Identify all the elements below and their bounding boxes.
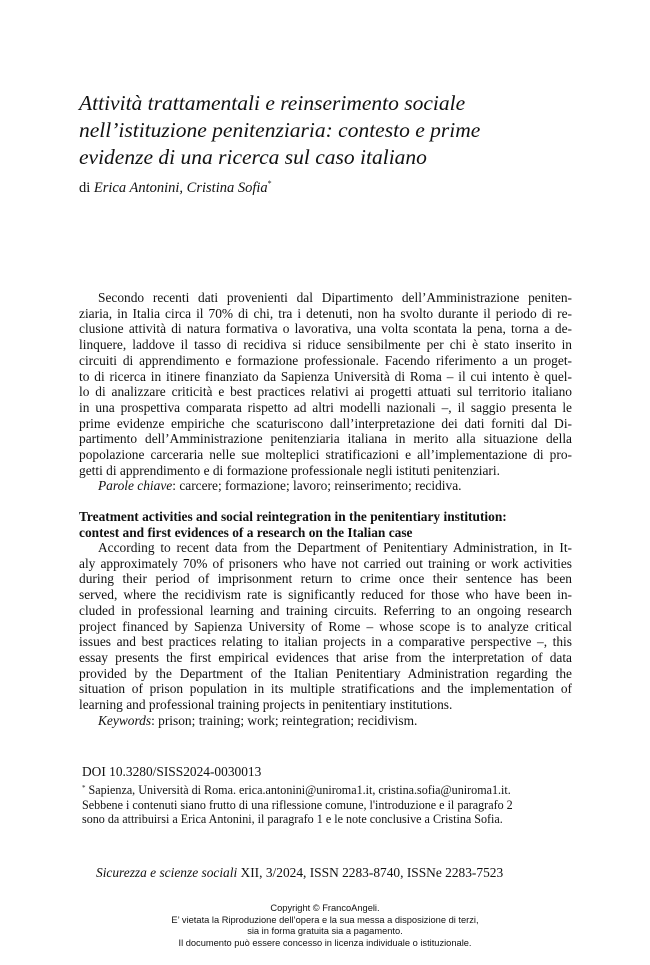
english-title-line: Treatment activities and social reintegration in the penitentiary institution: <box>79 509 507 524</box>
abstract-line: situation of prison population in its multiple stratifications and the implementation of <box>79 681 572 697</box>
abstract-line: ziaria, in Italia circa il 70% di chi, tra i detenuti, non ha svolto durante il periodo di re- <box>79 305 572 321</box>
copyright-notice <box>0 903 650 949</box>
abstract-line: lo di analizzare criticità e best practices relativi ai progetti attuati sul territorio italiano <box>79 384 572 400</box>
abstract-line: during their period of imprisonment return to crime once their sentence has been <box>79 571 572 587</box>
doi-identifier: DOI 10.3280/SISS2024-0030013 <box>82 764 262 779</box>
abstract-line: to di ricerca in itinere finanziato da Sapienza Università di Roma – il cui intento è quel- <box>79 368 572 384</box>
author-byline <box>79 175 272 197</box>
copyright-line: Il documento può essere concesso in licenza individuale o istituzionale. <box>178 937 472 948</box>
abstract-line: Secondo recenti dati provenienti dal Dipartimento dell’Amministrazione peniten- <box>98 290 572 305</box>
abstract-line: provided by the Department of the Italian Penitentiary Administration regarding the <box>79 665 572 681</box>
english-title <box>79 509 572 540</box>
abstract-line: learning and professional training projects in penitentiary institutions. <box>79 697 453 713</box>
english-title-line: contest and first evidences of a research on the Italian case <box>79 524 413 540</box>
byline-prefix: di <box>79 180 91 196</box>
abstract-paragraph <box>79 540 572 556</box>
author-names: Erica Antonini, Cristina Sofia <box>93 180 268 196</box>
journal-details: XII, 3/2024, ISSN 2283-8740, ISSNe 2283-7523 <box>237 865 504 880</box>
title-line: nell’istituzione penitenziaria: contesto e prime <box>79 118 481 142</box>
keywords-list: : prison; training; work; reintegration; recidivism. <box>151 712 418 728</box>
keywords-italian <box>79 478 572 494</box>
article-title <box>79 90 569 171</box>
abstract-english <box>79 540 572 728</box>
abstract-line: essay presents the first empirical evidences that arise from the interpretation of data <box>79 649 572 665</box>
abstract-line: served, where the recidivism rate is significantly reduced for those who have been in- <box>79 587 572 603</box>
abstract-paragraph <box>79 290 572 306</box>
abstract-line: in una prospettiva comparata rispetto ad altri modelli nazionali –, il saggio presenta le <box>79 399 572 415</box>
author-footnote <box>82 781 562 827</box>
copyright-line: Copyright © FrancoAngeli. <box>270 903 380 913</box>
journal-citation <box>96 865 503 881</box>
footnote-line: sono da attribuirsi a Erica Antonini, il paragrafo 1 e le note conclusive a Cristina Sofia. <box>82 812 503 827</box>
abstract-line: cluded in professional learning and training circuits. Referring to an ongoing research <box>79 602 572 618</box>
abstract-line: circuiti di apprendimento e formazione professionale. Facendo riferimento a un proget- <box>79 352 572 368</box>
keywords-label: Keywords <box>98 712 152 728</box>
footnote-mark: * <box>82 784 86 792</box>
abstract-line: linquere, laddove il tasso di recidiva si riduce sensibilmente per chi è stato inserito in <box>79 337 572 353</box>
footnote-text: Sapienza, Università di Roma. erica.antonini@uniroma1.it, cristina.sofia@uniroma1.it. <box>88 783 511 797</box>
footnote-line: Sebbene i contenuti siano frutto di una riflessione comune, l'introduzione e il paragrafo 2 <box>82 797 513 812</box>
keywords-list: : carcere; formazione; lavoro; reinserimento; recidiva. <box>172 478 462 494</box>
abstract-line: prime evidenze empiriche che scaturiscono dall’interpretazione dei dati forniti dal Di- <box>79 415 572 431</box>
abstract-italian <box>79 290 572 494</box>
abstract-line: aly approximately 70% of prisoners who have not carried out training or work activities <box>79 555 572 571</box>
copyright-line: sia in forma gratuita sia a pagamento. <box>247 926 403 936</box>
abstract-line: issues and best practices relating to italian projects in a comparative perspective –, this <box>79 634 572 650</box>
keywords-english <box>79 713 572 729</box>
abstract-line: popolazione carceraria nelle sue molteplici stratificazioni e all’implementazione di pro- <box>79 447 572 463</box>
author-footnote-mark: * <box>267 179 272 188</box>
title-line: evidenze di una ricerca sul caso italiano <box>79 145 427 169</box>
journal-name: Sicurezza e scienze sociali <box>96 865 238 880</box>
abstract-line: clusione attività di natura formativa o lavorativa, una volta scontata la pena, torna a de- <box>79 321 572 337</box>
abstract-line: project financed by Sapienza University of Rome – whose scope is to analyze critical <box>79 618 572 634</box>
abstract-line: getti di apprendimento e di formazione professionale negli istituti penitenziari. <box>79 462 500 478</box>
footnote-line <box>82 781 562 798</box>
abstract-line: partimento dell’Amministrazione penitenziaria italiana in merito alla situazione della <box>79 431 572 447</box>
abstract-line: According to recent data from the Department of Penitentiary Administration, in It- <box>98 540 572 555</box>
title-line: Attività trattamentali e reinserimento sociale <box>79 91 466 115</box>
copyright-line: E’ vietata la Riproduzione dell’opera e la sua messa a disposizione di terzi, <box>171 914 479 925</box>
keywords-label: Parole chiave <box>98 478 173 494</box>
